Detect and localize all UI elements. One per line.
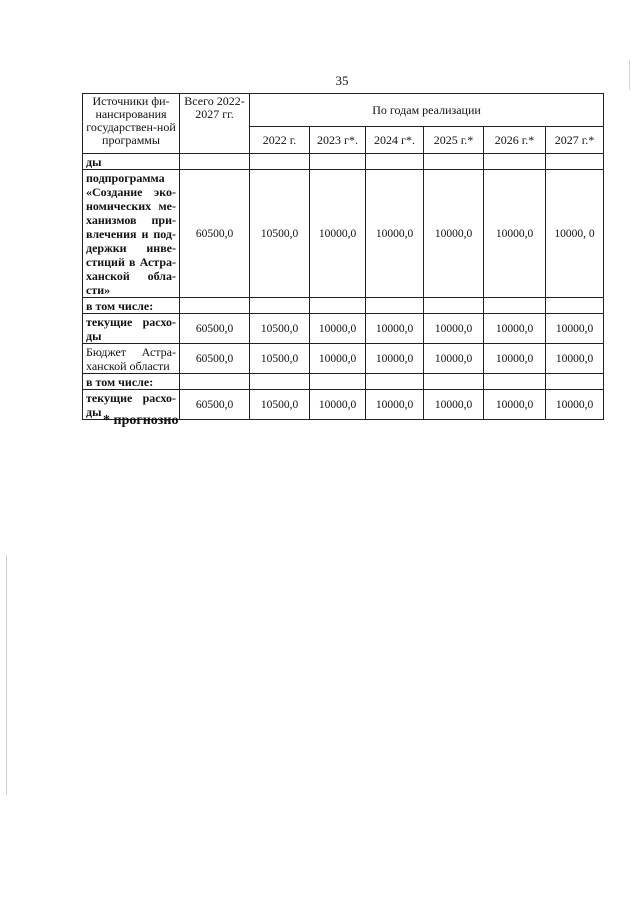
year-value-cell: 10000,0 — [546, 390, 604, 420]
total-cell: 60500,0 — [180, 170, 250, 298]
scan-edge-line — [629, 60, 630, 90]
year-value-cell: 10000, 0 — [546, 170, 604, 298]
year-value-cell: 10000,0 — [546, 344, 604, 374]
total-header: Всего 2022-2027 гг. — [180, 94, 250, 154]
total-cell: 60500,0 — [180, 390, 250, 420]
year-value-cell — [366, 298, 424, 314]
year-value-cell — [310, 374, 366, 390]
year-value-cell — [424, 298, 484, 314]
year-value-cell — [310, 154, 366, 170]
year-header-2027: 2027 г.* — [546, 127, 604, 154]
year-value-cell — [366, 154, 424, 170]
year-header-2025: 2025 г.* — [424, 127, 484, 154]
source-cell: в том числе: — [83, 298, 180, 314]
page-number: 35 — [335, 73, 349, 88]
year-value-cell — [250, 154, 310, 170]
total-cell: 60500,0 — [180, 344, 250, 374]
year-value-cell — [424, 154, 484, 170]
year-value-cell: 10000,0 — [366, 390, 424, 420]
year-value-cell: 10500,0 — [250, 390, 310, 420]
by-years-header: По годам реализации — [250, 94, 604, 127]
year-value-cell — [484, 298, 546, 314]
year-value-cell: 10000,0 — [310, 170, 366, 298]
source-cell: текущие расхо-ды — [83, 314, 180, 344]
table-header-row — [83, 94, 604, 127]
year-value-cell: 10000,0 — [484, 170, 546, 298]
year-value-cell: 10000,0 — [424, 344, 484, 374]
year-value-cell: 10000,0 — [366, 170, 424, 298]
year-value-cell: 10000,0 — [484, 314, 546, 344]
year-value-cell: 10000,0 — [424, 390, 484, 420]
total-cell: 60500,0 — [180, 314, 250, 344]
total-cell — [180, 374, 250, 390]
financing-table — [82, 93, 604, 420]
source-cell: Бюджет Астра-ханской области — [83, 344, 180, 374]
table-row — [83, 170, 604, 298]
year-header-2022: 2022 г. — [250, 127, 310, 154]
year-value-cell — [546, 374, 604, 390]
source-cell: подпрограмма «Создание эко-номических ме-ханизмов при-влечения и под-держки инве-стиций в Астра-ханской обла-сти» — [83, 170, 180, 298]
year-value-cell: 10000,0 — [366, 344, 424, 374]
year-value-cell — [366, 374, 424, 390]
year-value-cell — [250, 374, 310, 390]
year-value-cell: 10000,0 — [310, 314, 366, 344]
total-cell — [180, 298, 250, 314]
year-header-2026: 2026 г.* — [484, 127, 546, 154]
year-value-cell: 10000,0 — [424, 314, 484, 344]
table-row — [83, 374, 604, 390]
year-value-cell — [484, 374, 546, 390]
year-value-cell: 10000,0 — [310, 344, 366, 374]
table-row — [83, 154, 604, 170]
source-cell: текущие расхо-ды — [83, 390, 180, 420]
year-value-cell: 10500,0 — [250, 170, 310, 298]
table-row — [83, 314, 604, 344]
year-value-cell: 10000,0 — [546, 314, 604, 344]
source-cell: ды — [83, 154, 180, 170]
year-value-cell — [424, 374, 484, 390]
year-value-cell — [546, 154, 604, 170]
year-value-cell: 10500,0 — [250, 344, 310, 374]
year-header-2023: 2023 г*. — [310, 127, 366, 154]
year-value-cell: 10000,0 — [484, 390, 546, 420]
table-row — [83, 298, 604, 314]
year-value-cell — [546, 298, 604, 314]
year-value-cell: 10000,0 — [366, 314, 424, 344]
year-value-cell — [250, 298, 310, 314]
footnote: * прогнозно — [103, 413, 179, 428]
table-row — [83, 344, 604, 374]
scan-margin-line — [6, 555, 7, 795]
year-value-cell: 10000,0 — [310, 390, 366, 420]
year-value-cell — [484, 154, 546, 170]
year-value-cell: 10500,0 — [250, 314, 310, 344]
total-cell — [180, 154, 250, 170]
year-value-cell — [310, 298, 366, 314]
source-cell: в том числе: — [83, 374, 180, 390]
year-value-cell: 10000,0 — [484, 344, 546, 374]
year-value-cell: 10000,0 — [424, 170, 484, 298]
sources-header: Источники фи-нансирования государствен-ной программы — [83, 94, 180, 154]
year-header-2024: 2024 г*. — [366, 127, 424, 154]
